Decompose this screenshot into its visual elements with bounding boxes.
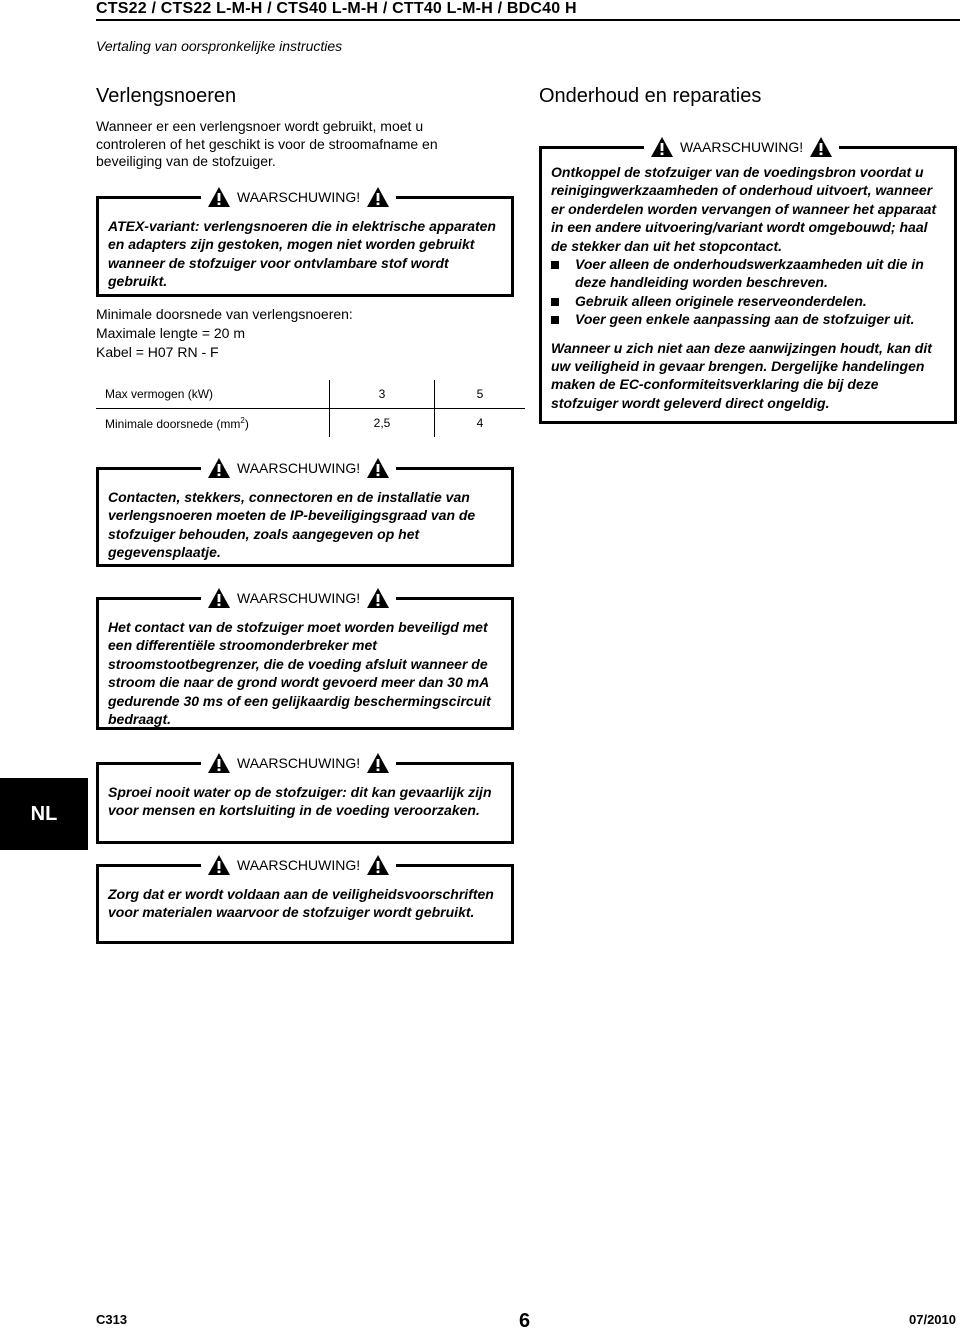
warning-text-regulations: Zorg dat er wordt voldaan aan de veiligheidsvoorschriften voor materialen waarvoor de stofzuiger wordt gebruikt.	[108, 886, 494, 921]
warning-triangle-icon	[366, 854, 390, 876]
warning-box-ip-rating	[96, 460, 514, 567]
warning-triangle-icon	[366, 457, 390, 479]
warning-box-differential	[96, 590, 514, 730]
table-row	[96, 380, 525, 409]
warning-label: WAARSCHUWING!	[237, 857, 361, 873]
warning-header	[201, 184, 396, 210]
warning-header	[201, 585, 396, 611]
warning-box-atex	[96, 189, 514, 297]
warning-triangle-icon	[207, 457, 231, 479]
table-cell-value: 2,5	[330, 409, 435, 438]
page-number: 6	[519, 1310, 531, 1332]
warning-header	[644, 134, 839, 160]
document-title: CTS22 / CTS22 L-M-H / CTS40 L-M-H / CTT40 L-M-H / BDC40 H	[96, 0, 577, 17]
list-item: Gebruik alleen originele reserveonderdelen.	[551, 292, 944, 310]
warning-triangle-icon	[809, 136, 833, 158]
warning-text-differential: Het contact van de stofzuiger moet worden beveiligd met een differentiële stroomonderbreker met stroomstootbegrenzer, die de voeding afsluit wanneer de stroom die naar de grond wordt gevoerd meer dan 30 mA gedurende 30 ms of een gelijkaardig beschermingscircuit bedraagt.	[108, 619, 491, 728]
warning-label: WAARSCHUWING!	[237, 755, 361, 771]
section-heading-verlengsnoeren: Verlengsnoeren	[96, 85, 237, 107]
warning-label: WAARSCHUWING!	[237, 460, 361, 476]
table-cell-value: 3	[330, 380, 435, 409]
warning-header	[201, 852, 396, 878]
warning-header	[201, 750, 396, 776]
warning-label: WAARSCHUWING!	[237, 189, 361, 205]
header-rule	[96, 19, 960, 21]
list-item: Voer geen enkele aanpassing aan de stofzuiger uit.	[551, 310, 944, 328]
warning-triangle-icon	[207, 587, 231, 609]
warning-text-water: Sproei nooit water op de stofzuiger: dit kan gevaarlijk zijn voor mensen en kortsluiting in de voeding veroorzaken.	[108, 784, 492, 819]
warning-triangle-icon	[650, 136, 674, 158]
warning-triangle-icon	[366, 186, 390, 208]
intro-paragraph: Wanneer er een verlengsnoer wordt gebruikt, moet u controleren of het geschikt is voor de stroomafname en beveiliging van de stofzuiger.	[96, 118, 438, 169]
spec-line-max-length: Maximale lengte = 20 m	[96, 325, 246, 341]
warning-box-regulations	[96, 857, 514, 944]
list-item: Voer alleen de onderhoudswerkzaamheden uit die in deze handleiding worden beschreven.	[551, 255, 944, 292]
warning-triangle-icon	[366, 587, 390, 609]
warning-triangle-icon	[207, 854, 231, 876]
spec-line-min-section: Minimale doorsnede van verlengsnoeren:	[96, 306, 353, 322]
warning-triangle-icon	[366, 752, 390, 774]
warning-box-maintenance	[539, 139, 957, 424]
table-cell-label: Minimale doorsnede $(mm^2)$	[105, 415, 249, 431]
maintenance-bullet-list	[551, 255, 944, 329]
section-heading-onderhoud: Onderhoud en reparaties	[539, 85, 762, 107]
cable-spec-table	[96, 380, 525, 437]
table-cell-label: Max vermogen (kW)	[105, 387, 214, 401]
warning-intro: Ontkoppel de stofzuiger van de voedingsbron voordat u reinigingwerkzaamheden of onderhoud uitvoert, wanneer er onderdelen worden vervangen of wanneer het apparaat in een andere uitvoering/variant wordt omgebouwd; haal de stekker dan uit het stopcontact.	[551, 164, 937, 254]
warning-text-maintenance	[551, 163, 944, 412]
warning-box-water	[96, 755, 514, 844]
warning-outro: Wanneer u zich niet aan deze aanwijzingen houdt, kan dit uw veiligheid in gevaar brengen. Dergelijke handelingen maken de EC-conformiteitsverklaring die bij deze stofzuiger wordt geleverd direct ongeldig.	[551, 339, 932, 411]
warning-text-atex: ATEX-variant: verlengsnoeren die in elektrische apparaten en adapters zijn gestoken, mogen niet worden gebruikt wanneer de stofzuiger voor ontvlambare stof wordt gebruikt.	[108, 218, 496, 290]
warning-label: WAARSCHUWING!	[680, 139, 804, 155]
footer-code: C313	[96, 1312, 128, 1327]
footer-date: 07/2010	[909, 1312, 956, 1327]
document-subtitle: Vertaling van oorspronkelijke instructies	[96, 38, 343, 54]
warning-header	[201, 455, 396, 481]
table-row	[96, 409, 525, 438]
table-cell-value: 4	[435, 409, 526, 438]
warning-triangle-icon	[207, 186, 231, 208]
table-cell-value: 5	[435, 380, 526, 409]
spec-line-cable: Kabel = H07 RN - F	[96, 344, 219, 360]
language-tab-nl: NL	[0, 778, 88, 850]
warning-text-ip-rating: Contacten, stekkers, connectoren en de installatie van verlengsnoeren moeten de IP-beveiligingsgraad van de stofzuiger behouden, zoals aangegeven op het gegevensplaatje.	[108, 489, 476, 561]
warning-label: WAARSCHUWING!	[237, 590, 361, 606]
warning-triangle-icon	[207, 752, 231, 774]
